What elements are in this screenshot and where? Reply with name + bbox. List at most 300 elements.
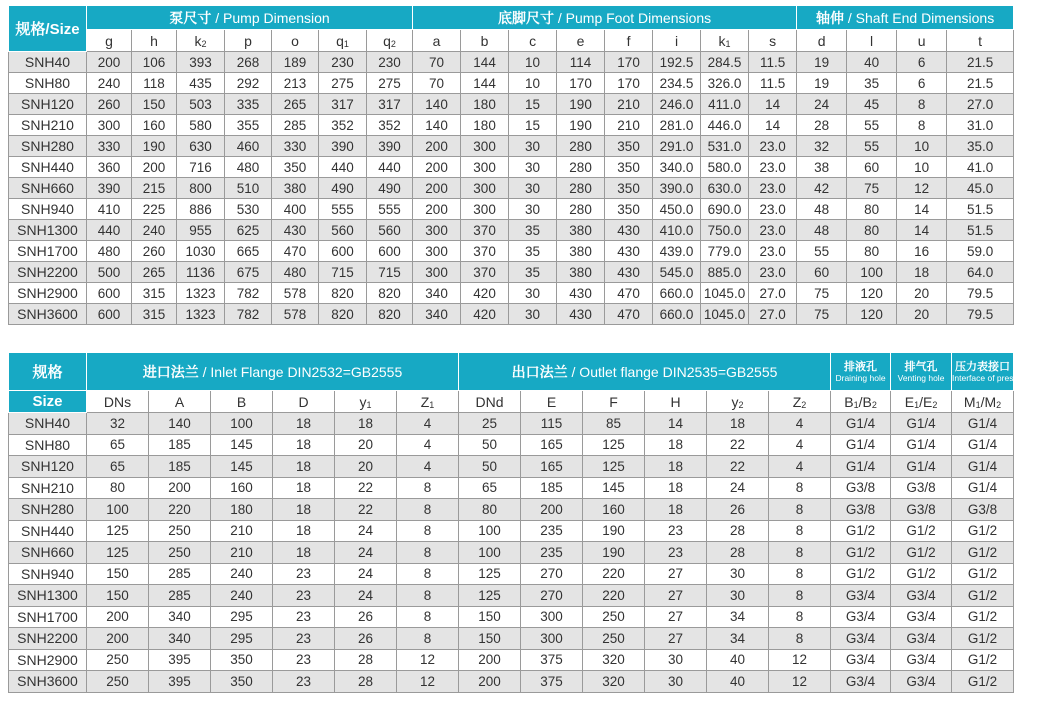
- column-header: g: [87, 30, 132, 52]
- column-header: H: [645, 391, 707, 413]
- value-cell: 300: [461, 178, 509, 199]
- value-cell: 715: [367, 262, 413, 283]
- value-cell: 25: [459, 413, 521, 435]
- value-cell: 300: [461, 157, 509, 178]
- value-cell: 18: [273, 477, 335, 499]
- value-cell: 340: [413, 304, 461, 325]
- value-cell: 300: [461, 199, 509, 220]
- value-cell: 390: [319, 136, 367, 157]
- value-cell: 8: [769, 477, 831, 499]
- value-cell: 12: [769, 649, 831, 671]
- value-cell: 12: [397, 671, 459, 693]
- value-cell: 235: [521, 520, 583, 542]
- value-cell: 578: [272, 304, 319, 325]
- value-cell: G1/2: [831, 520, 891, 542]
- value-cell: 350: [605, 136, 653, 157]
- value-cell: 250: [583, 628, 645, 650]
- value-cell: 79.5: [947, 283, 1014, 304]
- value-cell: 28: [335, 649, 397, 671]
- value-cell: 446.0: [701, 115, 749, 136]
- value-cell: 35: [509, 262, 557, 283]
- value-cell: 160: [132, 115, 177, 136]
- model-name-cell: SNH660: [9, 178, 87, 199]
- value-cell: 350: [272, 157, 319, 178]
- value-cell: 300: [413, 262, 461, 283]
- value-cell: 160: [211, 477, 273, 499]
- value-cell: 11.5: [749, 52, 797, 73]
- table-row: [9, 220, 1014, 241]
- value-cell: 190: [132, 136, 177, 157]
- value-cell: 578: [272, 283, 319, 304]
- value-cell: 268: [225, 52, 272, 73]
- value-cell: 45: [847, 94, 897, 115]
- value-cell: 145: [211, 434, 273, 456]
- value-cell: 80: [847, 220, 897, 241]
- value-cell: G1/4: [952, 477, 1014, 499]
- value-cell: G1/2: [952, 628, 1014, 650]
- model-name-cell: SNH80: [9, 73, 87, 94]
- value-cell: 8: [397, 585, 459, 607]
- table-row: [9, 199, 1014, 220]
- value-cell: 250: [149, 520, 211, 542]
- value-cell: 555: [319, 199, 367, 220]
- value-cell: 18: [273, 456, 335, 478]
- value-cell: 14: [645, 413, 707, 435]
- value-cell: 18: [645, 434, 707, 456]
- table-row: [9, 671, 1014, 693]
- value-cell: 125: [459, 563, 521, 585]
- column-header: DNs: [87, 391, 149, 413]
- value-cell: 690.0: [701, 199, 749, 220]
- group-header-venting-hole: 排气孔 Venting hole: [891, 353, 952, 391]
- value-cell: 480: [225, 157, 272, 178]
- value-cell: 6: [897, 52, 947, 73]
- column-header: E: [521, 391, 583, 413]
- value-cell: 340: [413, 283, 461, 304]
- value-cell: G1/2: [952, 542, 1014, 564]
- value-cell: G3/4: [831, 606, 891, 628]
- column-header: $B_1/B_2$: [831, 391, 891, 413]
- value-cell: 200: [459, 649, 521, 671]
- value-cell: 185: [521, 477, 583, 499]
- size-header-cn: 规格: [9, 353, 87, 391]
- value-cell: 48: [797, 199, 847, 220]
- value-cell: 270: [521, 563, 583, 585]
- value-cell: 100: [459, 520, 521, 542]
- value-cell: 20: [335, 434, 397, 456]
- value-cell: 140: [413, 94, 461, 115]
- value-cell: 234.5: [653, 73, 701, 94]
- value-cell: G1/4: [891, 456, 952, 478]
- model-name-cell: SNH2200: [9, 262, 87, 283]
- model-name-cell: SNH2900: [9, 283, 87, 304]
- value-cell: 390: [367, 136, 413, 157]
- value-cell: 170: [605, 73, 653, 94]
- value-cell: 530: [225, 199, 272, 220]
- value-cell: 300: [87, 115, 132, 136]
- value-cell: G1/2: [952, 649, 1014, 671]
- column-header: A: [149, 391, 211, 413]
- value-cell: 120: [847, 283, 897, 304]
- value-cell: 220: [149, 499, 211, 521]
- value-cell: 370: [461, 241, 509, 262]
- value-cell: 18: [335, 413, 397, 435]
- value-cell: 200: [87, 628, 149, 650]
- value-cell: 560: [367, 220, 413, 241]
- value-cell: 55: [797, 241, 847, 262]
- value-cell: 125: [459, 585, 521, 607]
- value-cell: 393: [177, 52, 225, 73]
- value-cell: 24: [335, 542, 397, 564]
- value-cell: 4: [397, 456, 459, 478]
- value-cell: 886: [177, 199, 225, 220]
- value-cell: 26: [335, 628, 397, 650]
- value-cell: 23: [273, 628, 335, 650]
- value-cell: 118: [132, 73, 177, 94]
- column-header: $M_1/M_2$: [952, 391, 1014, 413]
- value-cell: 190: [557, 94, 605, 115]
- table-row: [9, 649, 1014, 671]
- value-cell: 100: [87, 499, 149, 521]
- value-cell: G1/4: [952, 434, 1014, 456]
- model-name-cell: SNH1700: [9, 606, 87, 628]
- table-row: [9, 178, 1014, 199]
- value-cell: 40: [707, 671, 769, 693]
- value-cell: 200: [413, 157, 461, 178]
- value-cell: 8: [769, 542, 831, 564]
- value-cell: 200: [413, 199, 461, 220]
- column-header: t: [947, 30, 1014, 52]
- value-cell: 150: [87, 563, 149, 585]
- value-cell: 27.0: [947, 94, 1014, 115]
- value-cell: 285: [149, 563, 211, 585]
- group-header-shaft-end: 轴伸 / Shaft End Dimensions: [797, 6, 1014, 30]
- value-cell: 4: [397, 413, 459, 435]
- table-row: [9, 157, 1014, 178]
- value-cell: 120: [847, 304, 897, 325]
- value-cell: 300: [521, 628, 583, 650]
- value-cell: 22: [707, 456, 769, 478]
- group-header-inlet-flange: 进口法兰 / Inlet Flange DIN2532=GB2555: [87, 353, 459, 391]
- value-cell: 30: [509, 283, 557, 304]
- value-cell: 281.0: [653, 115, 701, 136]
- value-cell: 8: [769, 499, 831, 521]
- value-cell: 170: [605, 52, 653, 73]
- value-cell: 291.0: [653, 136, 701, 157]
- model-name-cell: SNH1700: [9, 241, 87, 262]
- value-cell: 190: [583, 542, 645, 564]
- model-name-cell: SNH1300: [9, 585, 87, 607]
- value-cell: 675: [225, 262, 272, 283]
- value-cell: 420: [461, 304, 509, 325]
- value-cell: 280: [557, 157, 605, 178]
- value-cell: 370: [461, 220, 509, 241]
- model-name-cell: SNH1300: [9, 220, 87, 241]
- value-cell: 12: [897, 178, 947, 199]
- value-cell: 28: [797, 115, 847, 136]
- value-cell: 200: [459, 671, 521, 693]
- value-cell: 24: [335, 585, 397, 607]
- value-cell: 390.0: [653, 178, 701, 199]
- value-cell: G1/4: [952, 413, 1014, 435]
- value-cell: 8: [397, 542, 459, 564]
- value-cell: 503: [177, 94, 225, 115]
- value-cell: 22: [707, 434, 769, 456]
- value-cell: 8: [397, 499, 459, 521]
- size-header-en: Size: [9, 391, 87, 413]
- value-cell: 450.0: [653, 199, 701, 220]
- value-cell: 40: [707, 649, 769, 671]
- flange-dimension-body: [9, 413, 1014, 693]
- value-cell: 106: [132, 52, 177, 73]
- value-cell: 23: [273, 671, 335, 693]
- value-cell: 64.0: [947, 262, 1014, 283]
- value-cell: G3/8: [891, 499, 952, 521]
- value-cell: 10: [509, 52, 557, 73]
- value-cell: 21.5: [947, 73, 1014, 94]
- value-cell: 500: [87, 262, 132, 283]
- value-cell: 27: [645, 606, 707, 628]
- value-cell: 750.0: [701, 220, 749, 241]
- value-cell: 35: [509, 220, 557, 241]
- value-cell: 350: [605, 178, 653, 199]
- column-header: $Z_1$: [397, 391, 459, 413]
- column-header: $k_2$: [177, 30, 225, 52]
- value-cell: G1/4: [831, 456, 891, 478]
- value-cell: 395: [149, 671, 211, 693]
- value-cell: 27: [645, 585, 707, 607]
- value-cell: 10: [897, 157, 947, 178]
- value-cell: 18: [273, 434, 335, 456]
- value-cell: 660.0: [653, 304, 701, 325]
- value-cell: 150: [459, 606, 521, 628]
- value-cell: 295: [211, 628, 273, 650]
- value-cell: 330: [272, 136, 319, 157]
- value-cell: 41.0: [947, 157, 1014, 178]
- value-cell: 80: [847, 241, 897, 262]
- column-header: s: [749, 30, 797, 52]
- value-cell: 30: [645, 649, 707, 671]
- model-name-cell: SNH210: [9, 115, 87, 136]
- value-cell: 580: [177, 115, 225, 136]
- value-cell: 75: [797, 283, 847, 304]
- value-cell: 70: [413, 73, 461, 94]
- value-cell: 8: [769, 520, 831, 542]
- value-cell: 8: [769, 563, 831, 585]
- value-cell: 125: [87, 542, 149, 564]
- value-cell: 8: [769, 628, 831, 650]
- value-cell: 50: [459, 434, 521, 456]
- value-cell: 470: [272, 241, 319, 262]
- value-cell: 23: [645, 520, 707, 542]
- value-cell: 48: [797, 220, 847, 241]
- value-cell: 18: [273, 413, 335, 435]
- value-cell: 350: [605, 157, 653, 178]
- value-cell: 180: [461, 115, 509, 136]
- value-cell: 355: [225, 115, 272, 136]
- value-cell: 12: [397, 649, 459, 671]
- model-name-cell: SNH2200: [9, 628, 87, 650]
- value-cell: 210: [605, 94, 653, 115]
- value-cell: 60: [847, 157, 897, 178]
- value-cell: 18: [645, 477, 707, 499]
- value-cell: 51.5: [947, 220, 1014, 241]
- pump-dimension-body: [9, 52, 1014, 325]
- value-cell: 23: [273, 563, 335, 585]
- value-cell: 820: [319, 304, 367, 325]
- value-cell: 34: [707, 628, 769, 650]
- value-cell: 24: [335, 563, 397, 585]
- value-cell: 19: [797, 73, 847, 94]
- column-header-row: [9, 30, 1014, 52]
- value-cell: G3/8: [952, 499, 1014, 521]
- value-cell: 180: [461, 94, 509, 115]
- value-cell: G1/2: [891, 520, 952, 542]
- value-cell: 340: [149, 628, 211, 650]
- value-cell: 38: [797, 157, 847, 178]
- value-cell: 660.0: [653, 283, 701, 304]
- value-cell: 435: [177, 73, 225, 94]
- column-header: $q_1$: [319, 30, 367, 52]
- value-cell: G3/4: [891, 628, 952, 650]
- value-cell: 295: [211, 606, 273, 628]
- value-cell: 100: [211, 413, 273, 435]
- value-cell: 782: [225, 283, 272, 304]
- value-cell: 10: [897, 136, 947, 157]
- value-cell: 326.0: [701, 73, 749, 94]
- value-cell: 885.0: [701, 262, 749, 283]
- value-cell: 779.0: [701, 241, 749, 262]
- value-cell: 230: [367, 52, 413, 73]
- value-cell: 185: [149, 456, 211, 478]
- value-cell: 360: [87, 157, 132, 178]
- value-cell: G3/8: [831, 499, 891, 521]
- value-cell: 190: [557, 115, 605, 136]
- value-cell: 250: [87, 671, 149, 693]
- value-cell: 50: [459, 456, 521, 478]
- table-row: [9, 413, 1014, 435]
- value-cell: G1/2: [952, 671, 1014, 693]
- value-cell: 420: [461, 283, 509, 304]
- value-cell: 10: [509, 73, 557, 94]
- value-cell: G1/2: [952, 563, 1014, 585]
- value-cell: 125: [583, 434, 645, 456]
- model-name-cell: SNH440: [9, 157, 87, 178]
- value-cell: 315: [132, 283, 177, 304]
- value-cell: 555: [367, 199, 413, 220]
- column-header: $y_2$: [707, 391, 769, 413]
- model-name-cell: SNH3600: [9, 671, 87, 693]
- value-cell: 300: [461, 136, 509, 157]
- value-cell: G1/4: [831, 413, 891, 435]
- value-cell: 1045.0: [701, 304, 749, 325]
- value-cell: G1/2: [952, 520, 1014, 542]
- column-header: f: [605, 30, 653, 52]
- value-cell: 22: [335, 499, 397, 521]
- value-cell: 300: [413, 220, 461, 241]
- value-cell: 225: [132, 199, 177, 220]
- value-cell: 330: [87, 136, 132, 157]
- value-cell: 320: [583, 671, 645, 693]
- column-header: $E_1/E_2$: [891, 391, 952, 413]
- value-cell: 30: [509, 157, 557, 178]
- value-cell: 350: [605, 199, 653, 220]
- value-cell: 439.0: [653, 241, 701, 262]
- model-name-cell: SNH40: [9, 413, 87, 435]
- value-cell: 23: [273, 606, 335, 628]
- value-cell: 8: [897, 115, 947, 136]
- value-cell: 60: [797, 262, 847, 283]
- value-cell: 18: [273, 542, 335, 564]
- value-cell: 410: [87, 199, 132, 220]
- value-cell: 285: [272, 115, 319, 136]
- value-cell: 285: [149, 585, 211, 607]
- value-cell: 65: [459, 477, 521, 499]
- value-cell: 23: [645, 542, 707, 564]
- value-cell: 265: [272, 94, 319, 115]
- value-cell: 85: [583, 413, 645, 435]
- table-row: [9, 94, 1014, 115]
- value-cell: G1/2: [831, 542, 891, 564]
- value-cell: 11.5: [749, 73, 797, 94]
- value-cell: 18: [897, 262, 947, 283]
- value-cell: 8: [769, 606, 831, 628]
- value-cell: G1/2: [891, 542, 952, 564]
- value-cell: 18: [707, 413, 769, 435]
- value-cell: 23.0: [749, 220, 797, 241]
- model-name-cell: SNH120: [9, 94, 87, 115]
- value-cell: 21.5: [947, 52, 1014, 73]
- value-cell: 340.0: [653, 157, 701, 178]
- value-cell: 375: [521, 671, 583, 693]
- model-name-cell: SNH280: [9, 499, 87, 521]
- value-cell: 125: [87, 520, 149, 542]
- value-cell: 352: [367, 115, 413, 136]
- value-cell: 200: [132, 157, 177, 178]
- value-cell: 380: [557, 220, 605, 241]
- value-cell: 180: [211, 499, 273, 521]
- value-cell: 65: [87, 434, 149, 456]
- value-cell: 210: [211, 542, 273, 564]
- value-cell: 8: [397, 606, 459, 628]
- value-cell: 160: [583, 499, 645, 521]
- value-cell: 75: [797, 304, 847, 325]
- value-cell: 189: [272, 52, 319, 73]
- table-row: [9, 477, 1014, 499]
- value-cell: 45.0: [947, 178, 1014, 199]
- value-cell: 215: [132, 178, 177, 199]
- value-cell: 510: [225, 178, 272, 199]
- column-header: B: [211, 391, 273, 413]
- column-header-row: [9, 391, 1014, 413]
- value-cell: 250: [583, 606, 645, 628]
- value-cell: 165: [521, 434, 583, 456]
- value-cell: 144: [461, 52, 509, 73]
- value-cell: 30: [707, 563, 769, 585]
- value-cell: 80: [459, 499, 521, 521]
- value-cell: 380: [557, 241, 605, 262]
- value-cell: 370: [461, 262, 509, 283]
- group-header-pressure-gauge: 压力表接口 Interface of pressure gauge: [952, 353, 1014, 391]
- value-cell: 430: [605, 262, 653, 283]
- value-cell: 490: [367, 178, 413, 199]
- value-cell: G3/4: [891, 606, 952, 628]
- value-cell: 8: [397, 520, 459, 542]
- value-cell: 480: [87, 241, 132, 262]
- value-cell: 35.0: [947, 136, 1014, 157]
- value-cell: 18: [273, 499, 335, 521]
- value-cell: 20: [897, 283, 947, 304]
